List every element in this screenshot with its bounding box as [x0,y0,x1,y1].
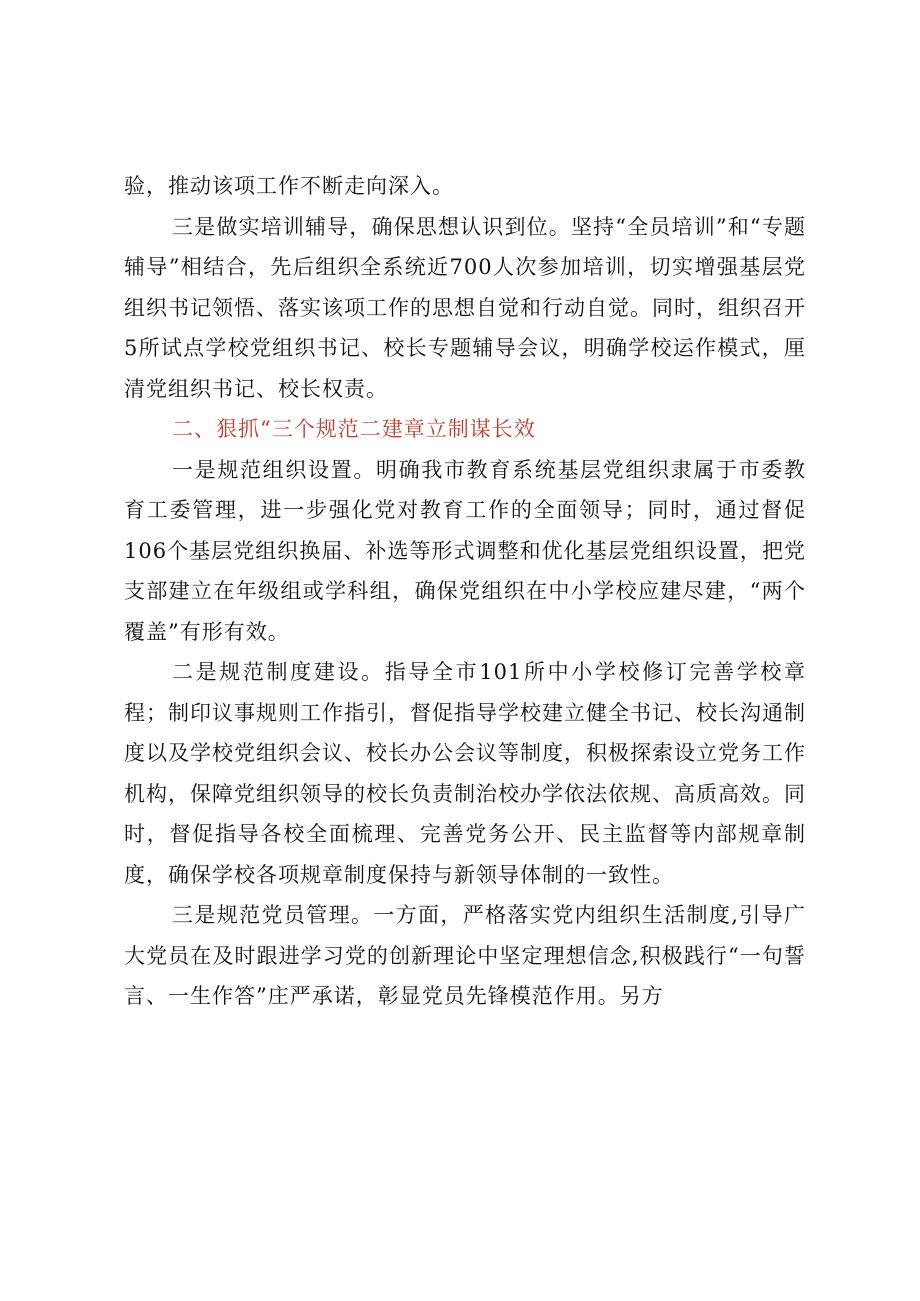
paragraph-system-building: 二是规范制度建设。指导全市101所中小学校修订完善学校章程；制印议事规则工作指引，督促指导学校建立健全书记、校长沟通制度以及学校党组织会议、校长办公会议等制度，积极探索设立党务工作机构，保障党组织领导的校长负责制治校办学依法依规、高质高效。同时，督促指导各校全面梳理、完善党务公开、民主监督等内部规章制度，确保学校各项规章制度保持与新领导体制的一致性。 [124,660,806,887]
document-body [124,166,806,1017]
paragraph-continuation: 验，推动该项工作不断走向深入。 [124,174,454,198]
paragraph-member-management: 三是规范党员管理。一方面，严格落实党内组织生活制度,引导广大党员在及时跟进学习党的创新理论中坚定理想信念,积极践行“一句誓言、一生作答”庄严承诺，彰显党员先锋模范作用。另方 [124,903,806,1008]
paragraph-training: 三是做实培训辅导，确保思想认识到位。坚持“全员培训”和“专题辅导”相结合，先后组织全系统近700人次参加培训，切实增强基层党组织书记领悟、落实该项工作的思想自觉和行动自觉。同时，组织召开5所试点学校党组织书记、校长专题辅导会议，明确学校运作模式，厘清党组织书记、校长权责。 [124,214,806,401]
section-heading: 二、狠抓“三个规范二建章立制谋长效 [172,417,536,441]
paragraph-organization: 一是规范组织设置。明确我市教育系统基层党组织隶属于市委教育工委管理，进一步强化党对教育工作的全面领导；同时，通过督促106个基层党组织换届、补选等形式调整和优化基层党组织设置，把党支部建立在年级组或学科组，确保党组织在中小学校应建尽建，“两个覆盖”有形有效。 [124,457,806,644]
